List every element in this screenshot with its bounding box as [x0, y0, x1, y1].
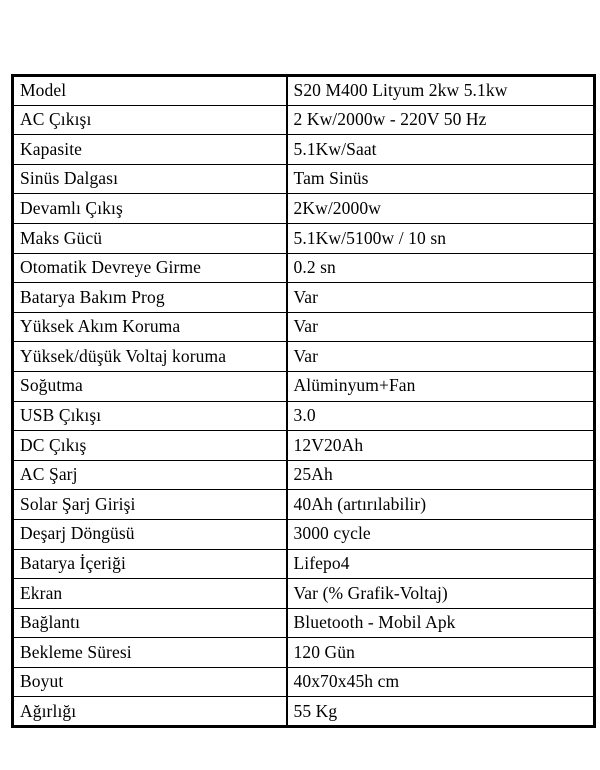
spec-label-cell: USB Çıkışı [13, 401, 287, 431]
spec-label-cell: Model [13, 76, 287, 106]
spec-label-cell: Maks Gücü [13, 223, 287, 253]
spec-value-cell: 120 Gün [287, 638, 595, 668]
spec-value-cell: 40x70x45h cm [287, 667, 595, 697]
spec-value-cell: Tam Sinüs [287, 164, 595, 194]
spec-label-cell: Otomatik Devreye Girme [13, 253, 287, 283]
specification-table-body [13, 76, 595, 727]
specification-table [11, 74, 596, 728]
spec-value-cell: 55 Kg [287, 697, 595, 727]
spec-value-cell: Var [287, 283, 595, 313]
spec-value-cell: 0.2 sn [287, 253, 595, 283]
spec-label-cell: Deşarj Döngüsü [13, 519, 287, 549]
spec-label-cell: Sinüs Dalgası [13, 164, 287, 194]
table-row [13, 342, 595, 372]
spec-label-cell: DC Çıkış [13, 431, 287, 461]
spec-value-cell: S20 M400 Lityum 2kw 5.1kw [287, 76, 595, 106]
table-row [13, 431, 595, 461]
table-row [13, 638, 595, 668]
table-row [13, 519, 595, 549]
table-row [13, 490, 595, 520]
table-row [13, 697, 595, 727]
table-row [13, 76, 595, 106]
spec-value-cell: 3.0 [287, 401, 595, 431]
spec-label-cell: Devamlı Çıkış [13, 194, 287, 224]
table-row [13, 105, 595, 135]
table-row [13, 608, 595, 638]
spec-value-cell: 25Ah [287, 460, 595, 490]
spec-label-cell: Yüksek/düşük Voltaj koruma [13, 342, 287, 372]
spec-value-cell: 3000 cycle [287, 519, 595, 549]
table-row [13, 253, 595, 283]
spec-label-cell: Batarya Bakım Prog [13, 283, 287, 313]
spec-label-cell: Kapasite [13, 135, 287, 165]
spec-label-cell: Bağlantı [13, 608, 287, 638]
table-row [13, 579, 595, 609]
spec-label-cell: Soğutma [13, 371, 287, 401]
table-row [13, 194, 595, 224]
spec-value-cell: Var (% Grafik-Voltaj) [287, 579, 595, 609]
spec-label-cell: AC Çıkışı [13, 105, 287, 135]
spec-value-cell: 2 Kw/2000w - 220V 50 Hz [287, 105, 595, 135]
spec-value-cell: Lifepo4 [287, 549, 595, 579]
spec-label-cell: Ağırlığı [13, 697, 287, 727]
spec-value-cell: Var [287, 342, 595, 372]
spec-label-cell: Yüksek Akım Koruma [13, 312, 287, 342]
spec-value-cell: 2Kw/2000w [287, 194, 595, 224]
spec-label-cell: Bekleme Süresi [13, 638, 287, 668]
table-row [13, 312, 595, 342]
table-row [13, 460, 595, 490]
table-row [13, 371, 595, 401]
spec-value-cell: 40Ah (artırılabilir) [287, 490, 595, 520]
spec-value-cell: Bluetooth - Mobil Apk [287, 608, 595, 638]
table-row [13, 549, 595, 579]
spec-value-cell: 12V20Ah [287, 431, 595, 461]
table-row [13, 401, 595, 431]
spec-label-cell: Ekran [13, 579, 287, 609]
table-row [13, 283, 595, 313]
table-row [13, 135, 595, 165]
spec-value-cell: 5.1Kw/Saat [287, 135, 595, 165]
spec-label-cell: Boyut [13, 667, 287, 697]
spec-value-cell: Alüminyum+Fan [287, 371, 595, 401]
spec-label-cell: AC Şarj [13, 460, 287, 490]
table-row [13, 223, 595, 253]
table-row [13, 164, 595, 194]
spec-label-cell: Solar Şarj Girişi [13, 490, 287, 520]
spec-label-cell: Batarya İçeriği [13, 549, 287, 579]
table-row [13, 667, 595, 697]
spec-value-cell: Var [287, 312, 595, 342]
spec-value-cell: 5.1Kw/5100w / 10 sn [287, 223, 595, 253]
